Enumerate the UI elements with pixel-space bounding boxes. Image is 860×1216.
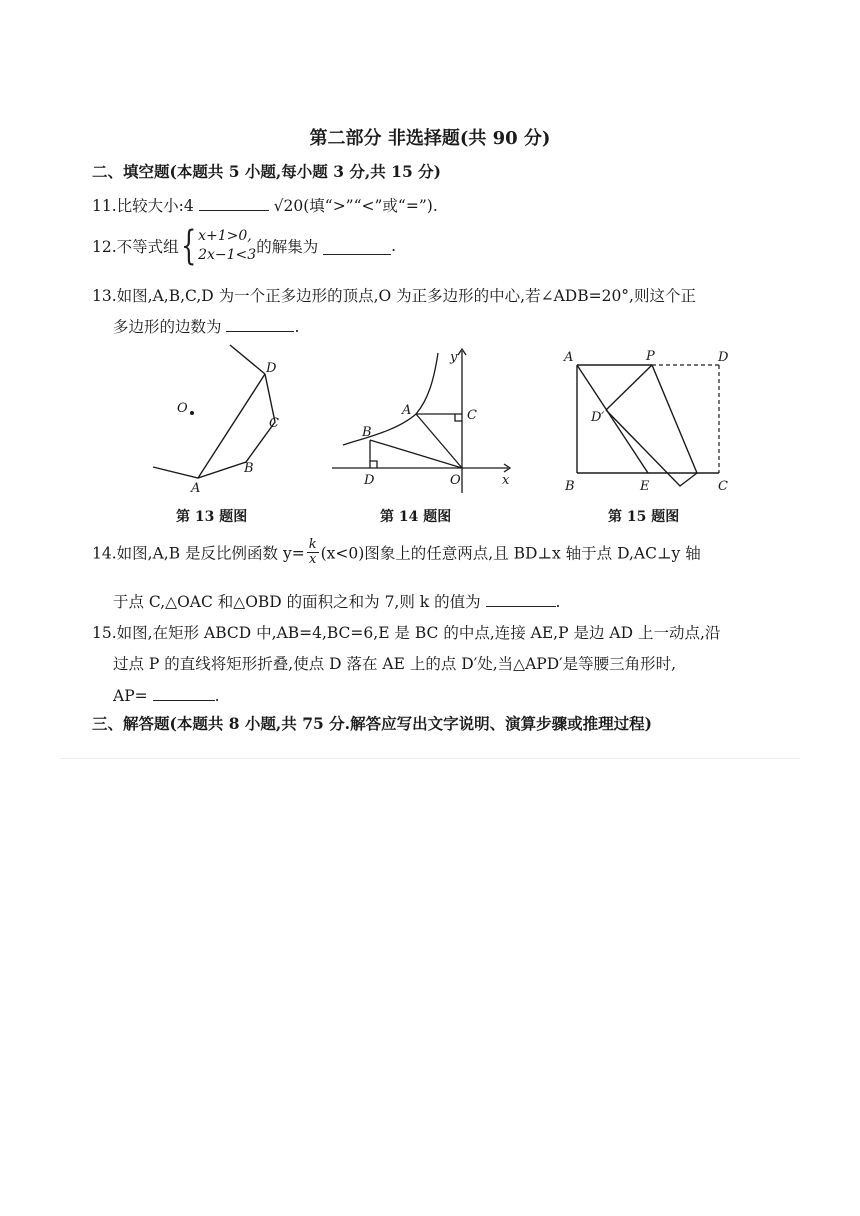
question-13-line-2 <box>113 315 299 337</box>
scan-fade-line <box>60 758 800 759</box>
q13-line-2-text: 多边形的边数为 <box>113 318 222 336</box>
fig14-label-a: A <box>402 403 412 418</box>
q13-end: . <box>294 318 300 336</box>
figure-14 <box>328 345 514 497</box>
question-15-line-3 <box>113 684 220 705</box>
fig14-label-d: D <box>364 473 375 488</box>
center-point <box>190 411 194 415</box>
q11-suffix: (填“>”“<”或“=”). <box>303 197 438 215</box>
question-14-line-1 <box>92 538 701 567</box>
figure-13-caption: 第 13 题图 <box>176 509 248 525</box>
fig15-label-p: P <box>646 349 655 364</box>
q11-prefix: 11.比较大小:4 <box>92 197 194 215</box>
question-11 <box>92 194 438 216</box>
fig14-label-x: x <box>502 473 510 488</box>
fig15-label-b: B <box>565 479 575 494</box>
q14-end: . <box>555 593 561 611</box>
fig13-label-o: O <box>177 401 188 416</box>
inequality-1: x+1>0, <box>198 228 252 244</box>
part-title: 第二部分 非选择题(共 90 分) <box>309 128 551 149</box>
figure-15-caption: 第 15 题图 <box>608 509 680 525</box>
q12-suffix: 的解集为 <box>256 238 319 256</box>
fig13-label-a: A <box>191 481 201 496</box>
fig15-label-c: C <box>718 479 728 494</box>
fig14-label-b: B <box>362 425 372 440</box>
q15-line-3-text: AP= <box>113 687 148 705</box>
q12-prefix: 12.不等式组 <box>92 238 179 256</box>
fraction-numerator: k <box>308 537 317 552</box>
q14-answer-blank[interactable] <box>486 590 556 607</box>
q14-line-1-suffix: (x<0)图象上的任意两点,且 BD⊥x 轴于点 D,AC⊥y 轴 <box>320 544 701 563</box>
q14-line-1-prefix: 14.如图,A,B 是反比例函数 y= <box>92 544 305 563</box>
fig15-label-d: D <box>718 350 729 365</box>
q11-answer-blank[interactable] <box>199 194 269 211</box>
fig15-label-e: E <box>640 479 650 494</box>
question-13-line-1: 13.如图,A,B,C,D 为一个正多边形的顶点,O 为正多边形的中心,若∠ADB=20°,则这个正 <box>92 287 696 305</box>
question-15-line-2: 过点 P 的直线将矩形折叠,使点 D 落在 AE 上的点 D′处,当△APD′是等腰三角形时, <box>113 655 677 673</box>
fig13-label-c: C <box>269 416 279 431</box>
fig15-label-a: A <box>564 350 574 365</box>
fig14-label-o: O <box>450 473 461 488</box>
section-2-heading: 二、填空题(本题共 5 小题,每小题 3 分,共 15 分) <box>92 162 441 181</box>
fig13-label-d: D <box>266 361 277 376</box>
q13-answer-blank[interactable] <box>226 315 294 332</box>
fraction-denominator: x <box>308 552 317 567</box>
fig14-label-y: y <box>450 350 458 365</box>
figure-15 <box>560 345 740 497</box>
q14-line-2-text: 于点 C,△OAC 和△OBD 的面积之和为 7,则 k 的值为 <box>113 593 481 611</box>
fraction-k-over-x <box>307 538 319 567</box>
q11-sqrt: √20 <box>273 197 304 215</box>
q15-end: . <box>214 687 220 705</box>
fig13-label-b: B <box>244 461 254 476</box>
q12-answer-blank[interactable] <box>323 238 391 255</box>
brace-symbol: { <box>180 223 197 269</box>
figure-14-caption: 第 14 题图 <box>380 509 452 525</box>
inequality-2: 2x−1<3 <box>198 247 257 263</box>
question-15-line-1: 15.如图,在矩形 ABCD 中,AB=4,BC=6,E 是 BC 的中点,连接 AE,P 是边 AD 上一动点,沿 <box>92 624 721 642</box>
fig15-label-d-prime: D′ <box>591 410 605 425</box>
question-14-line-2 <box>113 590 560 612</box>
q15-answer-blank[interactable] <box>153 684 215 701</box>
fig14-label-c: C <box>467 408 477 423</box>
q12-end: . <box>391 237 397 255</box>
section-3-heading: 三、解答题(本题共 8 小题,共 75 分.解答应写出文字说明、演算步骤或推理过程) <box>92 714 652 733</box>
question-12 <box>92 223 397 269</box>
inequality-system <box>198 227 256 265</box>
figure-13 <box>140 340 300 500</box>
